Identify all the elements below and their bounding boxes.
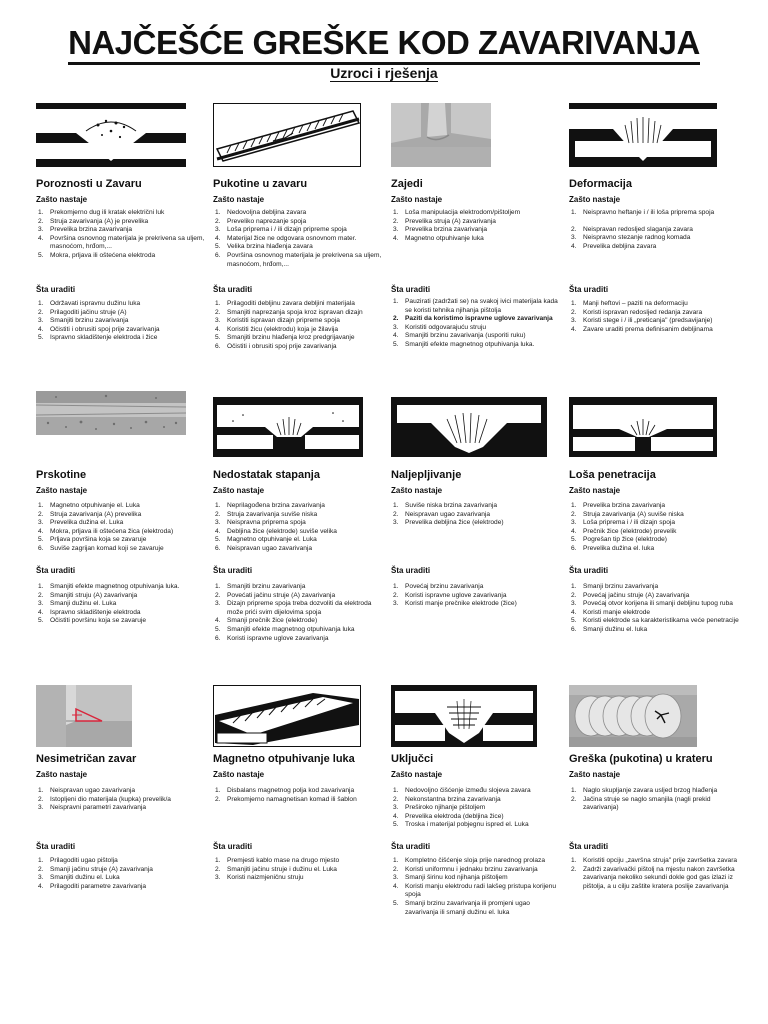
- list-item: Očistiti i obrusiti spoj prije zavarivanja: [50, 325, 160, 333]
- list-item: Prilagoditi ugao pištolja: [50, 857, 118, 864]
- fixes-list: [213, 300, 387, 352]
- causes-list: [36, 502, 210, 554]
- fixes-list: [213, 583, 387, 643]
- defect-title: Deformacija: [569, 178, 632, 190]
- list-item: Smanji širinu kod njihanja pištoljem: [405, 874, 508, 882]
- causes-list: [391, 787, 565, 830]
- fixes-heading: Šta uraditi: [213, 566, 253, 575]
- list-item: Prilagoditi parametre zavarivanja: [50, 882, 147, 890]
- list-item: Prečnik žice (elektrode) prevelik: [583, 527, 677, 535]
- list-item: Površina osnovnog materijala je prekrivena sa uljem, masnoćom, hrđom,...: [227, 251, 382, 268]
- list-item: Smanjiti efekte magnetnog otpuhivanja luka: [227, 625, 355, 633]
- list-item: Prevelika struja (A) zavarivanja: [405, 217, 496, 225]
- defect-title: Uključci: [391, 753, 434, 765]
- list-item: Manji heftovi – paziti na deformaciju: [583, 300, 688, 307]
- defect-title: Nedostatak stapanja: [213, 469, 320, 481]
- list-item: Povećati jačinu struje (A) zavarivanja: [227, 591, 336, 599]
- list-item: Neispravan ugao zavarivanja: [227, 544, 313, 552]
- causes-heading: Zašto nastaje: [569, 486, 621, 495]
- list-item: Neispravan redosljed slaganja zavara: [583, 225, 693, 233]
- list-item: Troska i materijal pobjegnu ispred el. Luka: [405, 821, 529, 829]
- fixes-list: [569, 300, 743, 334]
- fixes-heading: Šta uraditi: [36, 842, 76, 851]
- list-item: Smanji brzinu zavarivanja: [583, 583, 659, 590]
- list-item: Disbalans magnetnog polja kod zavarivanja: [227, 787, 355, 794]
- fixes-list: [36, 857, 210, 891]
- list-item: Prilagoditi debljinu zavara debljini materijala: [227, 300, 355, 307]
- page-title: [0, 26, 768, 59]
- fixes-list: [569, 857, 743, 891]
- list-item: Prevelika brzina zavarivanja: [405, 226, 488, 234]
- causes-heading: Zašto nastaje: [36, 195, 88, 204]
- list-item: Magnetno otpuhivanje el. Luka: [50, 502, 140, 509]
- fixes-list: [36, 300, 210, 343]
- list-item: Mokra, prljava ili oštećena žica (elektroda): [50, 527, 174, 535]
- list-item: Kompletno čišćenje sloja prije narednog prolaza: [405, 857, 546, 864]
- list-item: Zavare uraditi prema definisanim debljinama: [583, 325, 713, 333]
- fixes-list: [391, 857, 565, 917]
- list-item: Površina osnovnog materijala je prekrivena sa uljem, masnoćom, hrđom,...: [50, 234, 205, 251]
- list-item: Koristi ispravne uglove zavarivanja: [405, 591, 507, 599]
- list-item: Istopljeni dio materijala (kupka) prevelik/a: [50, 795, 171, 803]
- defect-title: Greška (pukotina) u krateru: [569, 753, 713, 765]
- list-item: Koristiti ispravan dizajn pripreme spoja: [227, 317, 340, 325]
- list-item: Povećaj brzinu zavarivanja: [405, 583, 484, 590]
- distortion-weld-illustration: [569, 103, 717, 167]
- list-item: Naglo skupljanje zavara usljed brzog hlađenja: [583, 787, 718, 794]
- list-item: Mokra, prljava ili oštećena elektroda: [50, 251, 156, 259]
- list-item: Prevelika dužina el. Luka: [50, 519, 124, 527]
- page-subtitle-text: Uzroci i rješenja: [330, 65, 438, 81]
- fixes-list: [36, 583, 210, 626]
- list-item: Prevelika elektroda (debljina žice): [405, 812, 504, 820]
- arc-blow-illustration: [213, 685, 361, 747]
- list-item: Velika brzina hlađenja zavara: [227, 243, 313, 251]
- list-item: Materijal žice ne odgovara osnovnom mater.: [227, 234, 357, 242]
- page-title-text: NAJČEŠĆE GREŠKE KOD ZAVARIVANJA: [68, 24, 700, 65]
- fixes-heading: Šta uraditi: [391, 842, 431, 851]
- defect-title: Prskotine: [36, 469, 87, 481]
- defect-title: Zajedi: [391, 178, 423, 190]
- causes-heading: Zašto nastaje: [391, 770, 443, 779]
- list-item: Magnetno otpuhivanje luka: [405, 234, 484, 242]
- list-item: Koristi stege i / ili „preticanja" (predsavijanje): [583, 317, 713, 325]
- list-item: Povećaj jačinu struje (A) zavarivanja: [583, 591, 690, 599]
- causes-list: [569, 502, 743, 554]
- list-item: Smanji brzinu zavarivanja ili promjeni ugao zavarivanja ili smanji dužinu el. luka: [405, 899, 530, 916]
- list-item: Neispravni parametri zavarivanja: [50, 804, 147, 812]
- list-item: Nekonstantna brzina zavarivanja: [405, 795, 501, 803]
- fixes-heading: Šta uraditi: [391, 285, 431, 294]
- inclusions-weld-illustration: [391, 685, 537, 747]
- list-item: Smanjiti efekte magnetnog otpuhivanja luka.: [405, 340, 535, 348]
- list-item: Loša priprema i / ili dizajn pripreme spoja: [227, 226, 347, 234]
- list-item: Struja zavarivanja (A) prevelika: [50, 510, 142, 518]
- defect-title: Naljepljivanje: [391, 469, 462, 481]
- causes-list: [213, 787, 387, 804]
- list-item: Očistiti i obrusiti spoj prije zavarivanja: [227, 342, 337, 350]
- list-item: Prevelika debljina zavara: [583, 242, 657, 250]
- causes-heading: Zašto nastaje: [213, 770, 265, 779]
- causes-heading: Zašto nastaje: [391, 486, 443, 495]
- undercut-photo: [391, 103, 491, 167]
- list-item: Smanjiti naprezanja spoja kroz ispravan dizajn: [227, 308, 363, 316]
- fixes-heading: Šta uraditi: [36, 566, 76, 575]
- causes-list: [36, 209, 210, 261]
- list-item: Ispravno skladištenje elektroda i žice: [50, 334, 158, 342]
- list-item: Pogrešan tip žice (elektrode): [583, 536, 667, 544]
- list-item: Magnetno otpuhivanje el. Luka: [227, 536, 317, 544]
- causes-list: [36, 787, 210, 813]
- list-item: Koristi manje prečnike elektrode (žice): [405, 600, 517, 608]
- list-item: Koristiti žicu (elektrodu) koja je žilavija: [227, 325, 339, 333]
- causes-list: [569, 787, 743, 813]
- list-item: Koristi ispravne uglove zavarivanja: [227, 634, 329, 642]
- causes-heading: Zašto nastaje: [213, 486, 265, 495]
- fixes-heading: Šta uraditi: [391, 566, 431, 575]
- list-item: Neprilagođena brzina zavarivanja: [227, 502, 325, 509]
- list-item: Nedovoljno čišćenje između slojeva zavara: [405, 787, 531, 794]
- list-item: Smanjiti jačinu struje i dužinu el. Luka: [227, 865, 337, 873]
- fixes-heading: Šta uraditi: [213, 842, 253, 851]
- causes-list: [569, 209, 743, 251]
- poor-penetration-illustration: [569, 397, 717, 457]
- list-item: Prljava površina koja se zavaruje: [50, 536, 147, 544]
- list-item: Smanji prečnik žice (elektrode): [227, 617, 318, 625]
- defect-title: Pukotine u zavaru: [213, 178, 308, 190]
- list-item: Struja zavarivanja suviše niska: [227, 510, 318, 518]
- causes-heading: Zašto nastaje: [36, 770, 88, 779]
- list-item: Suviše niska brzina zavarivanja: [405, 502, 497, 509]
- fixes-heading: Šta uraditi: [569, 842, 609, 851]
- list-item: Suviše zagrijan komad koji se zavaruje: [50, 544, 164, 552]
- list-item: Neispravno heftanje i / ili loša priprema spoja: [583, 209, 715, 216]
- fixes-list: [569, 583, 743, 635]
- causes-heading: Zašto nastaje: [36, 486, 88, 495]
- list-item: Smanji dužinu el. Luka: [50, 600, 117, 608]
- list-item: Smanjiti efekte magnetnog otpuhivanja luka.: [50, 583, 180, 590]
- fixes-heading: Šta uraditi: [569, 566, 609, 575]
- list-item: Prekomjerno dug ili kratak električni luk: [50, 209, 165, 216]
- list-item: Prekomjerno namagnetisan komad ili šablon: [227, 795, 357, 803]
- fixes-heading: Šta uraditi: [569, 285, 609, 294]
- porosity-weld-illustration: [36, 103, 186, 167]
- lack-of-fusion-illustration: [213, 397, 363, 457]
- list-item: Prevelika debljina žice (elektrode): [405, 519, 504, 527]
- list-item: Koristi naizmjeničnu struju: [227, 874, 304, 882]
- fixes-list: [391, 298, 565, 350]
- asymmetric-weld-photo: [36, 685, 132, 747]
- spatter-photo: [36, 391, 186, 435]
- list-item: Premjesti kablo mase na drugo mjesto: [227, 857, 340, 864]
- causes-heading: Zašto nastaje: [391, 195, 443, 204]
- list-item: Paziti da koristimo ispravne uglove zavarivanja: [405, 315, 553, 323]
- list-item: Prevelika dužina el. luka: [583, 544, 655, 552]
- list-item: Smanjiti brzinu hlađenja kroz predgrijavanje: [227, 334, 355, 342]
- causes-list: [213, 209, 387, 269]
- list-item: Neispravan ugao zavarivanja: [405, 510, 491, 518]
- list-item: Debljina žice (elektrode) suviše velika: [227, 527, 337, 535]
- causes-heading: Zašto nastaje: [213, 195, 265, 204]
- list-item: Smanjiti struju (A) zavarivanja: [50, 591, 138, 599]
- list-item: Preširoko njihanje pištoljem: [405, 804, 486, 812]
- list-item: Ispravno skladištenje elektroda: [50, 608, 141, 616]
- list-item: Prilagoditi jačinu struje (A): [50, 308, 127, 316]
- causes-heading: Zašto nastaje: [569, 195, 621, 204]
- list-item: Struja zavarivanja (A) je prevelika: [50, 217, 149, 225]
- list-item: Smanjiti brzinu zavarivanja: [50, 317, 129, 325]
- list-item: Koristiti opciju „završna struja" prije završetka zavara: [583, 857, 738, 864]
- defect-title: Nesimetričan zavar: [36, 753, 137, 765]
- crack-weld-illustration: [213, 103, 361, 167]
- list-item: Koristiti odgovarajuću struju: [405, 323, 486, 331]
- defect-title: Poroznosti u Zavaru: [36, 178, 142, 190]
- list-item: Koristi uniformnu i jednaku brzinu zavarivanja: [405, 865, 538, 873]
- list-item: Smanji jačinu struje (A) zavarivanja: [50, 865, 153, 873]
- list-item: Očistiti površinu koja se zavaruje: [50, 617, 147, 625]
- fixes-heading: Šta uraditi: [36, 285, 76, 294]
- fixes-list: [391, 583, 565, 609]
- fixes-list: [213, 857, 387, 883]
- list-item: Neispravno stezanje radnog komada: [583, 234, 691, 242]
- list-item: Smanjiti brzinu zavarivanja (usporiti ruku): [405, 332, 526, 340]
- defect-title: Magnetno otpuhivanje luka: [213, 753, 355, 765]
- list-item: Održavati ispravnu dužinu luka: [50, 300, 141, 307]
- defect-title: Loša penetracija: [569, 469, 656, 481]
- list-item: Smanjiti dužinu el. Luka: [50, 874, 120, 882]
- list-item: Struja zavarivanja (A) suviše niska: [583, 510, 684, 518]
- list-item: Loša manipulacija elektrodom/pištoljem: [405, 209, 521, 216]
- causes-list: [213, 502, 387, 554]
- list-item: Loša priprema i / ili dizajn spoja: [583, 519, 675, 527]
- list-item: Koristi manje elektrode: [583, 608, 651, 616]
- list-item: Dizajn pripreme spoja treba dozvoliti da elektroda može prići svim dijelovima spoja: [227, 600, 372, 616]
- list-item: Neispravan ugao zavarivanja: [50, 787, 136, 794]
- causes-heading: Zašto nastaje: [569, 770, 621, 779]
- fixes-heading: Šta uraditi: [213, 285, 253, 294]
- list-item: Preveliko naprezanje spoja: [227, 217, 307, 225]
- overlap-weld-illustration: [391, 397, 547, 457]
- list-item: Jačina struje se naglo smanjila (nagli prekid zavarivanja): [583, 795, 711, 812]
- list-item: Prevelika brzina zavarivanja: [50, 226, 133, 234]
- list-item: Prevelika brzina zavarivanja: [583, 502, 666, 509]
- page-subtitle: [0, 66, 768, 80]
- list-item: Koristi manju elektrodu radi lakšeg pristupa korijenu spoja: [405, 882, 556, 899]
- list-item: Koristi ispravan redosljed redanja zavara: [583, 308, 703, 316]
- list-item: Zadrži zavarivački pištolj na mjestu nakon završetka zavarivanja nekoliko sekundi dokle god gas izlazi iz pištolja, a u cilju zaštite kratera poslije zavarivanja: [583, 865, 735, 890]
- list-item: Smanjiti brzinu zavarivanja: [227, 583, 306, 590]
- list-item: Povećaj otvor korijena ili smanji debljinu tupog ruba: [583, 600, 733, 608]
- causes-list: [391, 209, 565, 243]
- list-item: Neispravna priprema spoja: [227, 519, 306, 527]
- list-item: Koristi elektrode sa karakteristikama veće penetracije: [583, 617, 739, 625]
- list-item: Pauzirati (zadržati se) na svakoj ivici materijala kada se koristi tehnika njihanja pištolja: [405, 298, 558, 314]
- causes-list: [391, 502, 565, 528]
- crater-crack-photo: [569, 685, 697, 747]
- list-item: Nedovoljna debljina zavara: [227, 209, 307, 216]
- list-item: Smanji dužinu el. luka: [583, 625, 648, 633]
